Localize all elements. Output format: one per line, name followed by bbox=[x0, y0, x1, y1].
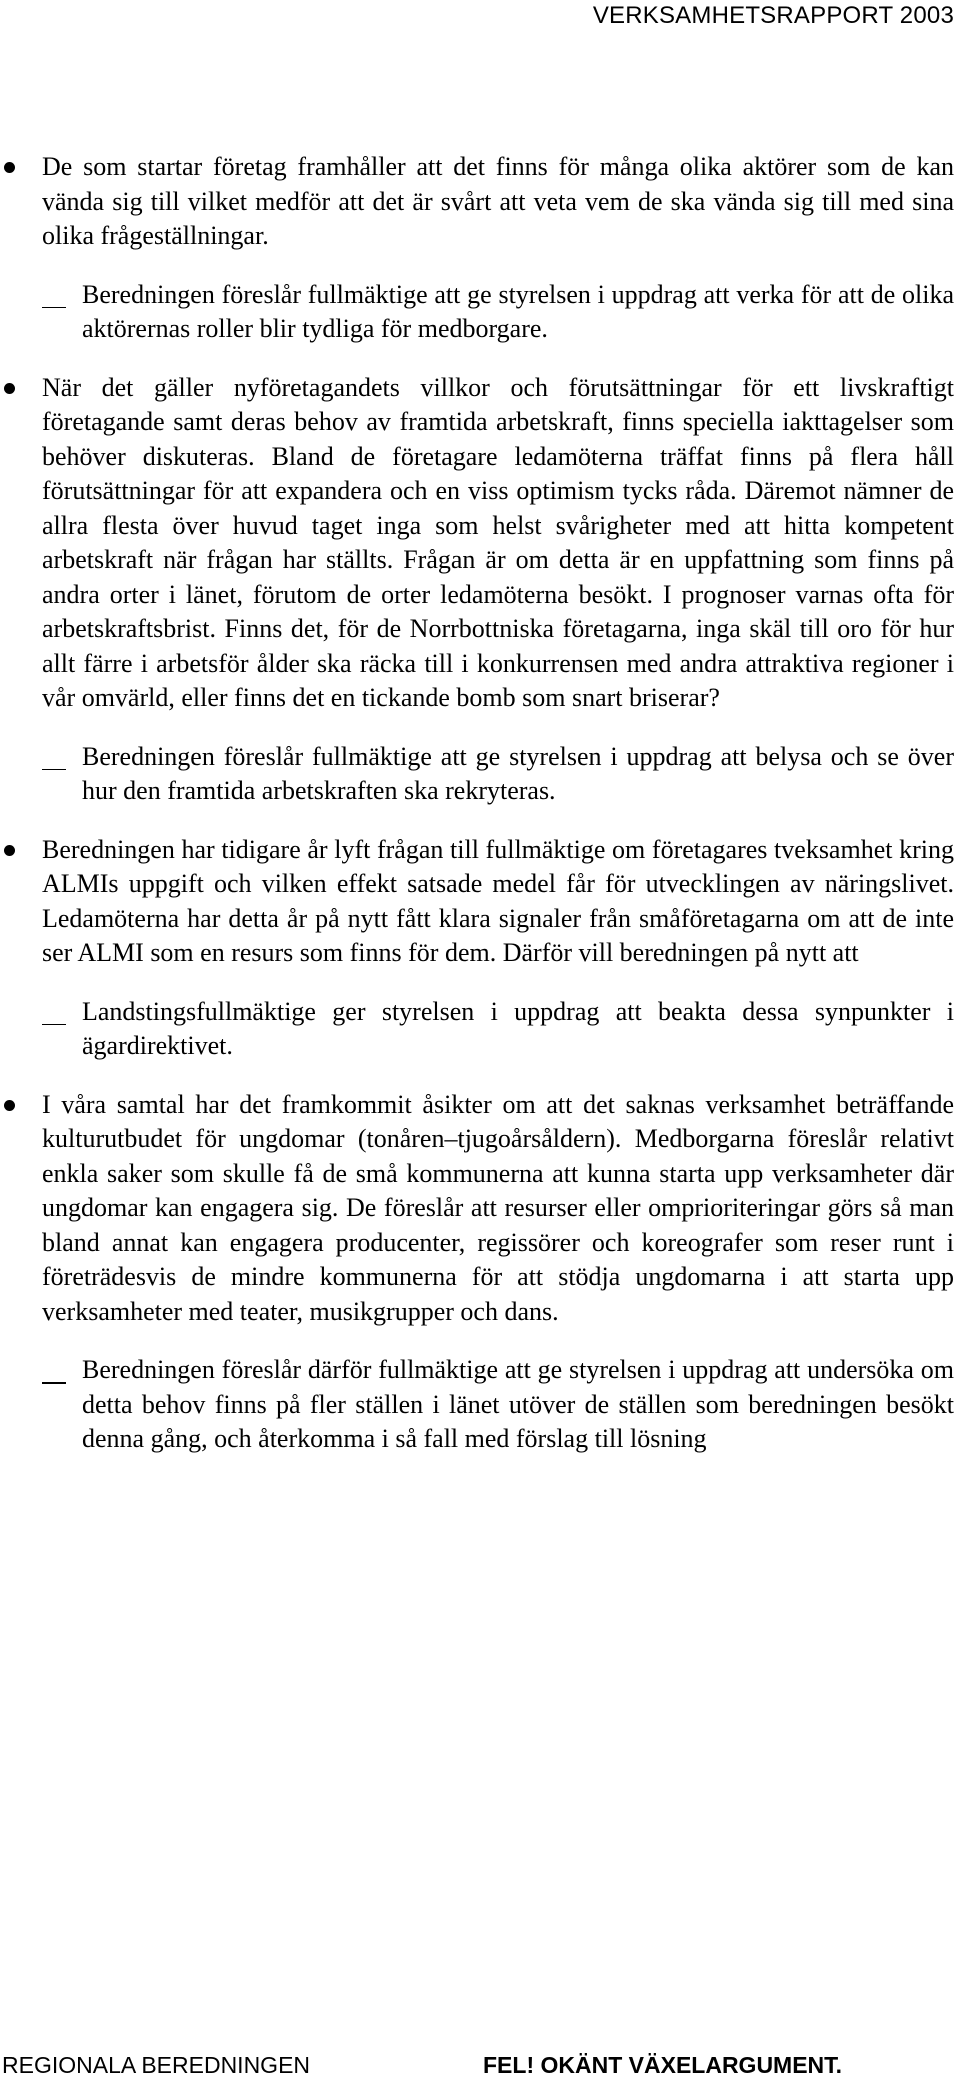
dash-icon bbox=[42, 1382, 66, 1384]
bullet-icon bbox=[4, 845, 15, 856]
recommendation-item bbox=[0, 1353, 960, 1457]
recommendation-text: Beredningen föreslår fullmäktige att ge styrelsen i uppdrag att belysa och se över hur den framtida arbetskraften ska rekryteras. bbox=[82, 741, 954, 805]
bullet-item bbox=[0, 150, 960, 254]
recommendation-text: Landstingsfullmäktige ger styrelsen i uppdrag att beakta dessa synpunkter i ägardirektivet. bbox=[82, 996, 954, 1060]
footer-left-text: REGIONALA BEREDNINGEN bbox=[2, 2052, 311, 2078]
bullet-item bbox=[0, 371, 960, 716]
recommendation-text: Beredningen föreslår därför fullmäktige att ge styrelsen i uppdrag att undersöka om detta behov finns på fler ställen i länet utöver de ställen som beredningen besökt denna gång, och återkomma i så fall med förslag till lösning bbox=[82, 1355, 954, 1453]
dash-icon bbox=[42, 1024, 66, 1026]
page-header: VERKSAMHETSRAPPORT 2003 bbox=[592, 2, 954, 29]
paragraph-text: Beredningen har tidigare år lyft frågan till fullmäktige om företagares tveksamhet kring ALMIs uppgift och vilken effekt satsade medel får för utvecklingen av näringslivet. Ledamöterna har detta år på nytt fått klara signaler från småföretagarna om att de inte ser ALMI som en resurs som finns för dem. Därför vill beredningen på nytt att bbox=[42, 834, 954, 967]
bullet-icon bbox=[4, 383, 15, 394]
dash-icon bbox=[42, 307, 66, 309]
recommendation-item bbox=[0, 278, 960, 347]
paragraph-text: När det gäller nyföretagandets villkor och förutsättningar för ett livskraftigt företagande samt deras behov av framtida arbetskraft, finns speciella iakttagelser som behöver diskuteras. Bland de företagare ledamöterna träffat finns på flera håll förutsättningar för att expandera och en viss optimism tycks råda. Däremot nämner de allra flesta över huvud taget inga som helst svårigheter med att hitta kompetent arbetskraft när frågan har ställts. Frågan är om detta är en uppfattning som finns på andra orter i länet, förutom de orter ledamöterna besökt. I prognoser varnas ofta för arbetskraftsbrist. Finns det, för de Norrbottniska företagarna, inga skäl till oro för hur allt färre i arbetsför ålder ska räcka till i konkurrensen med andra attraktiva regioner i vår omvärld, eller finns det en tickande bomb som snart briserar? bbox=[42, 372, 954, 712]
recommendation-text: Beredningen föreslår fullmäktige att ge styrelsen i uppdrag att verka för att de olika aktörernas roller blir tydliga för medborgare. bbox=[82, 279, 954, 343]
bullet-item bbox=[0, 1088, 960, 1330]
bullet-icon bbox=[4, 1100, 15, 1111]
footer-right-text: FEL! OKÄNT VÄXELARGUMENT. bbox=[483, 2052, 843, 2078]
recommendation-item bbox=[0, 740, 960, 809]
dash-icon bbox=[42, 769, 66, 771]
bullet-icon bbox=[4, 162, 15, 173]
recommendation-item bbox=[0, 995, 960, 1064]
bullet-item bbox=[0, 833, 960, 971]
document-body bbox=[0, 150, 960, 1481]
paragraph-text: De som startar företag framhåller att det finns för många olika aktörer som de kan vända sig till vilket medför att det är svårt att veta vem de ska vända sig till med sina olika frågeställningar. bbox=[42, 152, 954, 250]
paragraph-text: I våra samtal har det framkommit åsikter om att det saknas verksamhet beträffande kulturutbudet för ungdomar (tonåren–tjugoårsåldern). Medborgarna föreslår relativt enkla saker som skulle få de små kommunerna att kunna starta upp verksamheter där ungdomar kan engagera sig. De föreslår att resurser eller omprioriteringar görs så man bland annat kan engagera producenter, regissörer och koreografer som reser runt i företrädesvis de mindre kommunerna för att stödja ungdomarna i att starta upp verksamheter med teater, musikgrupper och dans. bbox=[42, 1089, 954, 1326]
